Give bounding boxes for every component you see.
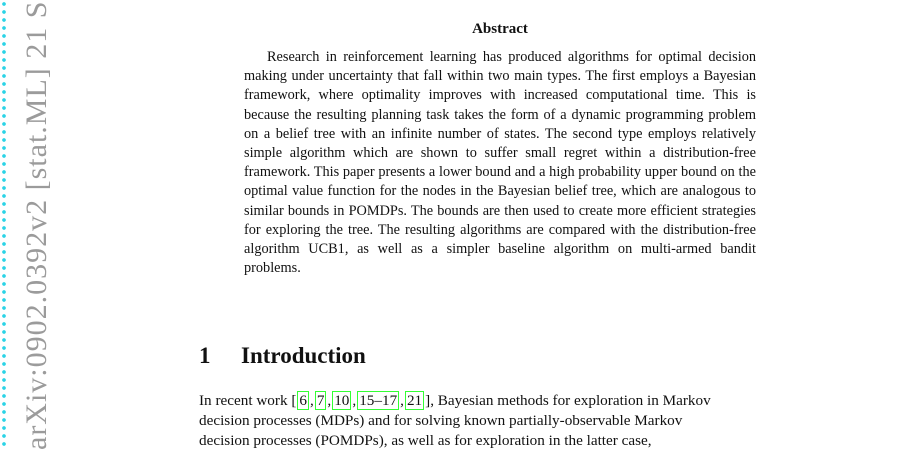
- citation-link[interactable]: 6: [299, 392, 308, 409]
- section-heading: [199, 343, 366, 369]
- left-margin-strip: [0, 0, 53, 450]
- citation-link[interactable]: 7: [316, 392, 325, 409]
- intro-line: decision processes (POMDPs), as well as for exploration in the latter case,: [199, 432, 652, 449]
- citation-link[interactable]: 10: [334, 392, 350, 409]
- intro-paragraph: [199, 391, 819, 451]
- intro-line: In recent work [ 6 , 7 , 10 , 15–17 , 21 ], Bayesian methods for exploration in Markov: [199, 392, 711, 409]
- dotted-margin-line: [0, 0, 8, 450]
- section-title: Introduction: [241, 343, 366, 368]
- citation-link[interactable]: 21: [406, 392, 423, 409]
- intro-line1-after: , Bayesian methods for exploration in Markov: [430, 392, 711, 409]
- abstract-title: Abstract: [472, 21, 528, 37]
- abstract-text: Research in reinforcement learning has produced algorithms for optimal decision making under uncertainty that fall within two main types. The first employs a Bayesian framework, where optimality improves with increased computational time. This is because the resulting planning task takes the form of a dynamic programming problem on a belief tree with an infinite number of states. The second type employs relatively simple algorithm which are shown to suffer small regret within a distribution-free framework. This paper presents a lower bound and a high probability upper bound on the optimal value function for the nodes in the Bayesian belief tree, which are analogous to similar bounds in POMDPs. The bounds are then used to create more efficient strategies for exploring the tree. The resulting algorithms are compared with the distribution-free algorithm UCB1, as well as a simpler baseline algorithm on multi-armed bandit problems.: [244, 49, 756, 277]
- intro-line1-before: In recent work: [199, 392, 292, 409]
- section-number: 1: [199, 343, 211, 368]
- citation-link[interactable]: 15–17: [359, 392, 398, 409]
- arxiv-identifier: arXiv:0902.0392v2 [stat.ML] 21 S: [20, 0, 53, 450]
- abstract-body: [244, 48, 756, 278]
- intro-line: decision processes (MDPs) and for solving known partially-observable Markov: [199, 412, 683, 429]
